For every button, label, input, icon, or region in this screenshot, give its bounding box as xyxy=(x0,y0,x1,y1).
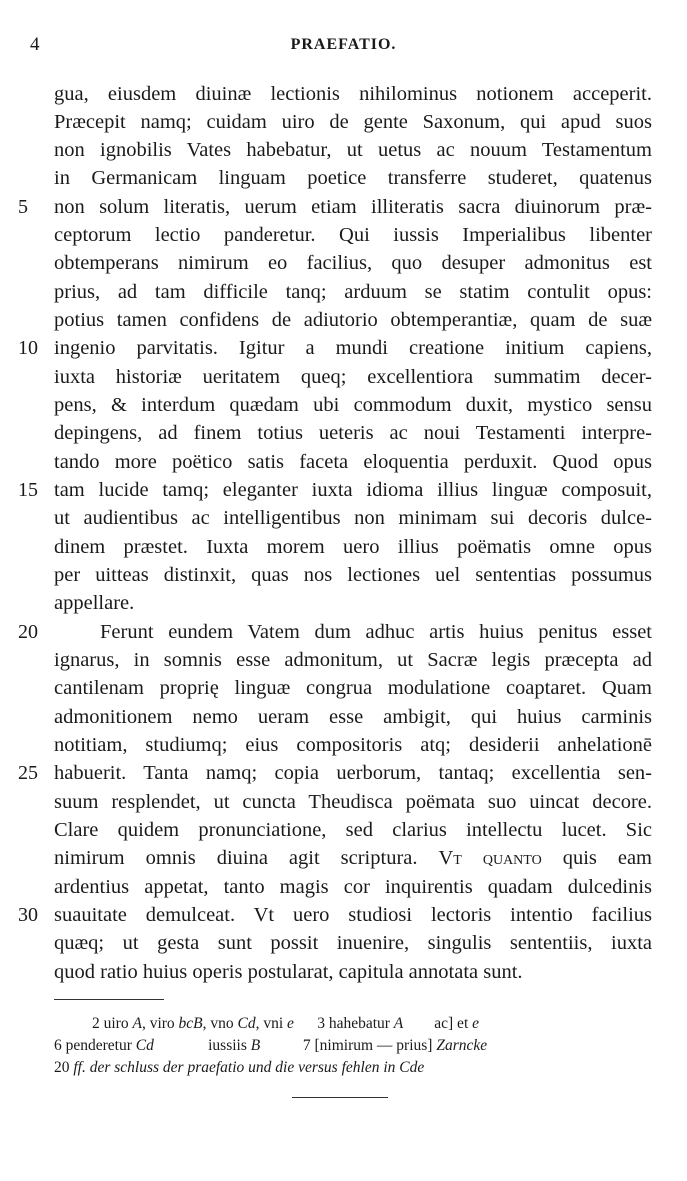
line-number: 15 xyxy=(18,479,38,501)
text-line: Ferunt eundem Vatem dum adhuc artis huius penitus esset xyxy=(100,621,652,643)
text-line: quod ratio huius operis postularat, capitula annotata sunt. xyxy=(54,961,523,983)
text-line: iuxta historiæ ueritatem queq; excellentiora summatim decer- xyxy=(54,366,652,388)
page-header xyxy=(0,34,687,60)
text-line: per uitteas distinxit, quas nos lectiones uel sententias possumus xyxy=(54,564,652,586)
note-line xyxy=(54,1056,652,1080)
note-text: 2 uiro xyxy=(92,1015,129,1032)
text-line: notitiam, studiumq; eius compositoris atq; desiderii anhelationē xyxy=(54,734,652,756)
note-text: , viro xyxy=(141,1015,175,1032)
text-line: tando more poëtico satis faceta eloquentia perduxit. Quod opus xyxy=(54,451,652,473)
note-text: , vni xyxy=(255,1015,284,1032)
text-line: non ignobilis Vates habebatur, ut uetus ac nouum Testamentum xyxy=(54,139,652,161)
text-line: tam lucide tamq; eleganter iuxta idioma illius linguæ composuit, xyxy=(54,479,652,501)
text-line: ut audientibus ac intelligentibus non minimam sui decoris dulce- xyxy=(54,507,652,529)
note-siglum: e xyxy=(472,1015,480,1032)
text-segment: quis eam xyxy=(541,847,652,869)
text-line: habuerit. Tanta namq; copia uerborum, tantaq; excellentia sen- xyxy=(54,762,652,784)
text-line: ardentius appetat, tanto magis cor inquirentis quadam dulcedinis xyxy=(54,876,652,898)
small-caps-segment: Vt quanto xyxy=(438,847,542,869)
note-siglum: A xyxy=(393,1015,404,1032)
text-line: prius, ad tam difficile tanq; arduum se statim contulit opus: xyxy=(54,281,652,303)
text-segment: nimirum omnis diuina agit scriptura. xyxy=(54,847,418,869)
text-line: Præcepit namq; cuidam uiro de gente Saxonum, qui apud suos xyxy=(54,111,652,133)
note-italic-text: ff. der schluss der praefatio und die versus fehlen in Cde xyxy=(73,1059,425,1076)
note-line xyxy=(92,1012,652,1036)
note-text: iussiis xyxy=(208,1037,247,1054)
text-line: depingens, ad finem totius ueteris ac noui Testamenti interpre- xyxy=(54,422,652,444)
note-siglum: bcB xyxy=(178,1015,203,1032)
closing-rule xyxy=(292,1097,388,1098)
text-line: gua, eiusdem diuinæ lectionis nihilominus notionem acceperit. xyxy=(54,83,652,105)
text-line: cantilenam proprię linguæ congrua modulatione coaptaret. Quam xyxy=(54,677,652,699)
note-siglum: Cd xyxy=(135,1037,154,1054)
note-siglum: B xyxy=(250,1037,261,1054)
text-line: appellare. xyxy=(54,592,135,614)
text-line: dinem præstet. Iuxta morem uero illius poëmatis omne opus xyxy=(54,536,652,558)
text-line: Clare quidem pronunciatione, sed clarius intellectu lucet. Sic xyxy=(54,819,652,841)
text-line: suauitate demulceat. Vt uero studiosi lectoris intentio facilius xyxy=(54,904,652,926)
note-text: 7 [nimirum — prius] xyxy=(302,1037,433,1054)
page-number: 4 xyxy=(30,34,40,55)
text-line: suum resplendet, ut cuncta Theudisca poëmata suo uincat decore. xyxy=(54,791,652,813)
running-title: PRAEFATIO. xyxy=(290,36,397,53)
text-line: admonitionem nemo ueram esse ambigit, qui huius carminis xyxy=(54,706,652,728)
note-siglum: Zarncke xyxy=(436,1037,488,1054)
line-number: 10 xyxy=(18,337,38,359)
note-text: , vno xyxy=(202,1015,234,1032)
line-number: 30 xyxy=(18,904,38,926)
text-line: pens, & interdum quædam ubi commodum duxit, mystico sensu xyxy=(54,394,652,416)
note-line xyxy=(54,1034,652,1058)
text-line: ingenio parvitatis. Igitur a mundi creatione initium capiens, xyxy=(54,337,652,359)
line-number: 25 xyxy=(18,762,38,784)
line-number: 20 xyxy=(18,621,38,643)
note-siglum: A xyxy=(132,1015,142,1032)
text-line: quæq; ut gesta sunt possit inuenire, singulis sententiis, iuxta xyxy=(54,932,652,954)
text-line: obtemperans nimirum eo facilius, quo desuper admonitus est xyxy=(54,252,652,274)
note-text: 20 xyxy=(54,1059,70,1076)
text-line: potius tamen confidens de adiutorio obtemperantiæ, quam de suæ xyxy=(54,309,652,331)
text-line: in Germanicam linguam poetice transferre studeret, quatenus xyxy=(54,167,652,189)
text-line xyxy=(54,844,652,872)
note-siglum: e xyxy=(287,1015,294,1032)
note-text: 3 hahebatur xyxy=(317,1015,390,1032)
note-text: 6 penderetur xyxy=(54,1037,132,1054)
footnote-rule xyxy=(54,999,164,1000)
note-siglum: Cd xyxy=(237,1015,256,1032)
line-number: 5 xyxy=(18,196,28,218)
text-line: ignarus, in somnis esse admonitum, ut Sacræ legis præcepta ad xyxy=(54,649,652,671)
note-text: ac] et xyxy=(434,1015,469,1032)
text-line: ceptorum lectio panderetur. Qui iussis Imperialibus libenter xyxy=(54,224,652,246)
text-line: non solum literatis, uerum etiam illiteratis sacra diuinorum præ- xyxy=(54,196,652,218)
